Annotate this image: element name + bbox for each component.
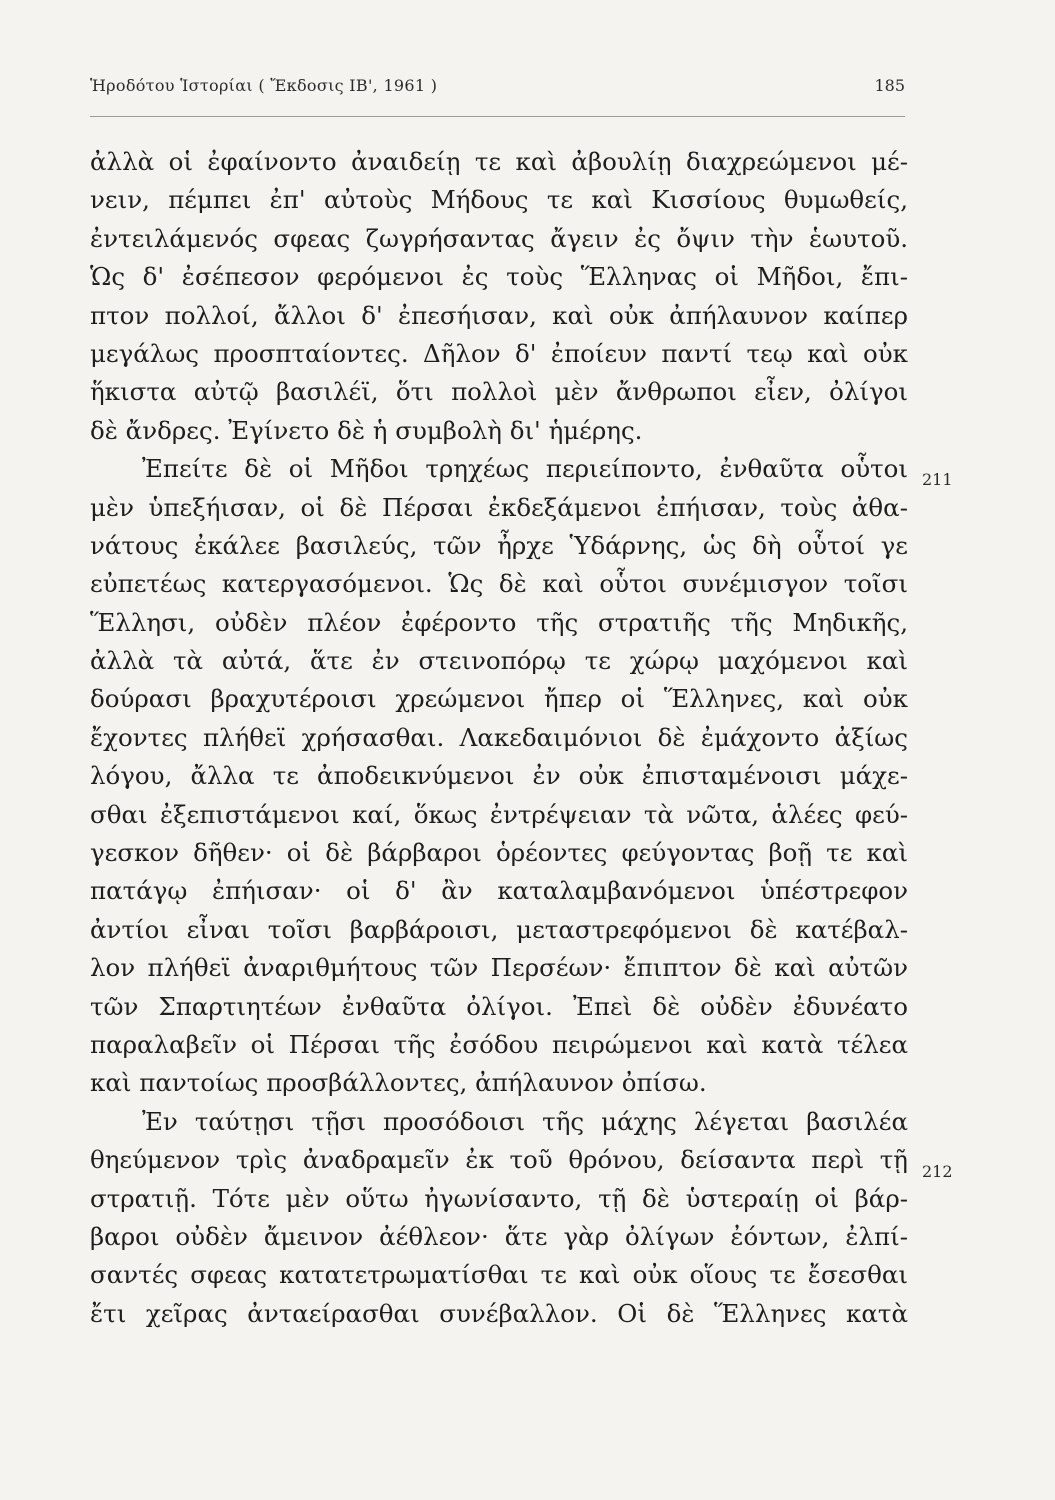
page-number: 185 — [874, 76, 905, 95]
text-line: πατάγῳ ἐπήισαν· οἱ δ' ἂν καταλαμβανόμενοι ὑπέστρεφον — [90, 876, 908, 906]
text-line: Ἐπείτε δὲ οἱ Μῆδοι τρηχέως περιείποντο, ἐνθαῦτα οὗτοι — [142, 454, 908, 484]
text-line: βαροι οὐδὲν ἄμεινον ἀέθλεον· ἅτε γὰρ ὀλίγων ἐόντων, ἐλπί- — [90, 1221, 908, 1251]
body-text — [90, 143, 908, 1333]
text-line: παραλαβεῖν οἱ Πέρσαι τῆς ἐσόδου πειρώμενοι καὶ κατὰ τέλεα — [90, 1029, 908, 1059]
text-line: νάτους ἐκάλεε βασιλεύς, τῶν ἦρχε Ὑδάρνης, ὡς δὴ οὗτοί γε — [90, 530, 908, 560]
running-head — [90, 76, 905, 102]
text-line: γεσκον δῆθεν· οἱ δὲ βάρβαροι ὁρέοντες φεύγοντας βοῇ τε καὶ — [90, 838, 908, 868]
text-line: Ἕλλησι, οὐδὲν πλέον ἐφέροντο τῆς στρατιῆς τῆς Μηδικῆς, — [90, 607, 908, 637]
text-line: θηεύμενον τρὶς ἀναδραμεῖν ἐκ τοῦ θρόνου, δείσαντα περὶ τῇ — [90, 1145, 908, 1175]
text-line: ἀλλὰ οἱ ἐφαίνοντο ἀναιδείῃ τε καὶ ἀβουλίῃ διαχρεώμενοι μέ- — [90, 147, 908, 176]
text-line: μὲν ὑπεξήισαν, οἱ δὲ Πέρσαι ἐκδεξάμενοι ἐπήισαν, τοὺς ἀθα- — [90, 492, 908, 522]
text-line: Ὡς δ' ἐσέπεσον φερόμενοι ἐς τοὺς Ἕλληνας οἱ Μῆδοι, ἔπι- — [90, 262, 908, 292]
text-line: στρατιῇ. Τότε μὲν οὕτω ἠγωνίσαντο, τῇ δὲ ὑστεραίῃ οἱ βάρ- — [90, 1183, 908, 1213]
text-line: ἔτι χεῖρας ἀνταείρασθαι συνέβαλλον. Οἱ δὲ Ἕλληνες κατὰ — [90, 1298, 908, 1328]
text-line: δὲ ἄνδρες. Ἐγίνετο δὲ ἡ συμβολὴ δι' ἡμέρης. — [90, 415, 643, 445]
text-line: μεγάλως προσπταίοντες. Δῆλον δ' ἐποίευν παντί τεῳ καὶ οὐκ — [90, 338, 908, 368]
text-line: καὶ παντοίως προσβάλλοντες, ἀπήλαυνον ὀπίσω. — [90, 1068, 707, 1098]
chapter-number-211: 211 — [922, 470, 953, 489]
text-line: νειν, πέμπει ἐπ' αὐτοὺς Μήδους τε καὶ Κισσίους θυμωθείς, — [90, 185, 908, 215]
text-line: Ἐν ταύτῃσι τῇσι προσόδοισι τῆς μάχης λέγεται βασιλέα — [142, 1106, 908, 1136]
text-line: εὐπετέως κατεργασόμενοι. Ὡς δὲ καὶ οὗτοι συνέμισγον τοῖσι — [90, 569, 908, 599]
running-title: Ἡροδότου Ἱστορίαι ( Ἔκδοσις ΙΒ', 1961 ) — [90, 76, 438, 95]
header-rule — [90, 116, 905, 117]
text-line: ἀντίοι εἶναι τοῖσι βαρβάροισι, μεταστρεφόμενοι δὲ κατέβαλ- — [90, 914, 908, 944]
text-line: σθαι ἐξεπιστάμενοι καί, ὅκως ἐντρέψειαν τὰ νῶτα, ἁλέες φεύ- — [90, 799, 908, 829]
text-line: τῶν Σπαρτιητέων ἐνθαῦτα ὀλίγοι. Ἐπεὶ δὲ οὐδὲν ἐδυνέατο — [90, 991, 908, 1021]
text-line: ἐντειλάμενός σφεας ζωγρήσαντας ἄγειν ἐς ὄψιν τὴν ἑωυτοῦ. — [90, 223, 908, 253]
text-line: σαντές σφεας κατατετρωματίσθαι τε καὶ οὐκ οἵους τε ἔσεσθαι — [90, 1260, 908, 1290]
text-line: λόγου, ἄλλα τε ἀποδεικνύμενοι ἐν οὐκ ἐπισταμένοισι μάχε- — [90, 761, 908, 791]
text-line: ἔχοντες πλήθεϊ χρήσασθαι. Λακεδαιμόνιοι δὲ ἐμάχοντο ἀξίως — [90, 722, 908, 752]
text-line: δούρασι βραχυτέροισι χρεώμενοι ἤπερ οἱ Ἕλληνες, καὶ οὐκ — [90, 684, 908, 714]
text-line: ἀλλὰ τὰ αὐτά, ἅτε ἐν στεινοπόρῳ τε χώρῳ μαχόμενοι καὶ — [90, 646, 908, 676]
text-line: πτον πολλοί, ἄλλοι δ' ἐπεσήισαν, καὶ οὐκ ἀπήλαυνον καίπερ — [90, 300, 908, 330]
text-line: λον πλήθεϊ ἀναριθμήτους τῶν Περσέων· ἔπιπτον δὲ καὶ αὐτῶν — [90, 953, 908, 983]
text-line: ἥκιστα αὐτῷ βασιλέϊ, ὅτι πολλοὶ μὲν ἄνθρωποι εἶεν, ὀλίγοι — [90, 377, 908, 407]
chapter-number-212: 212 — [922, 1162, 953, 1181]
